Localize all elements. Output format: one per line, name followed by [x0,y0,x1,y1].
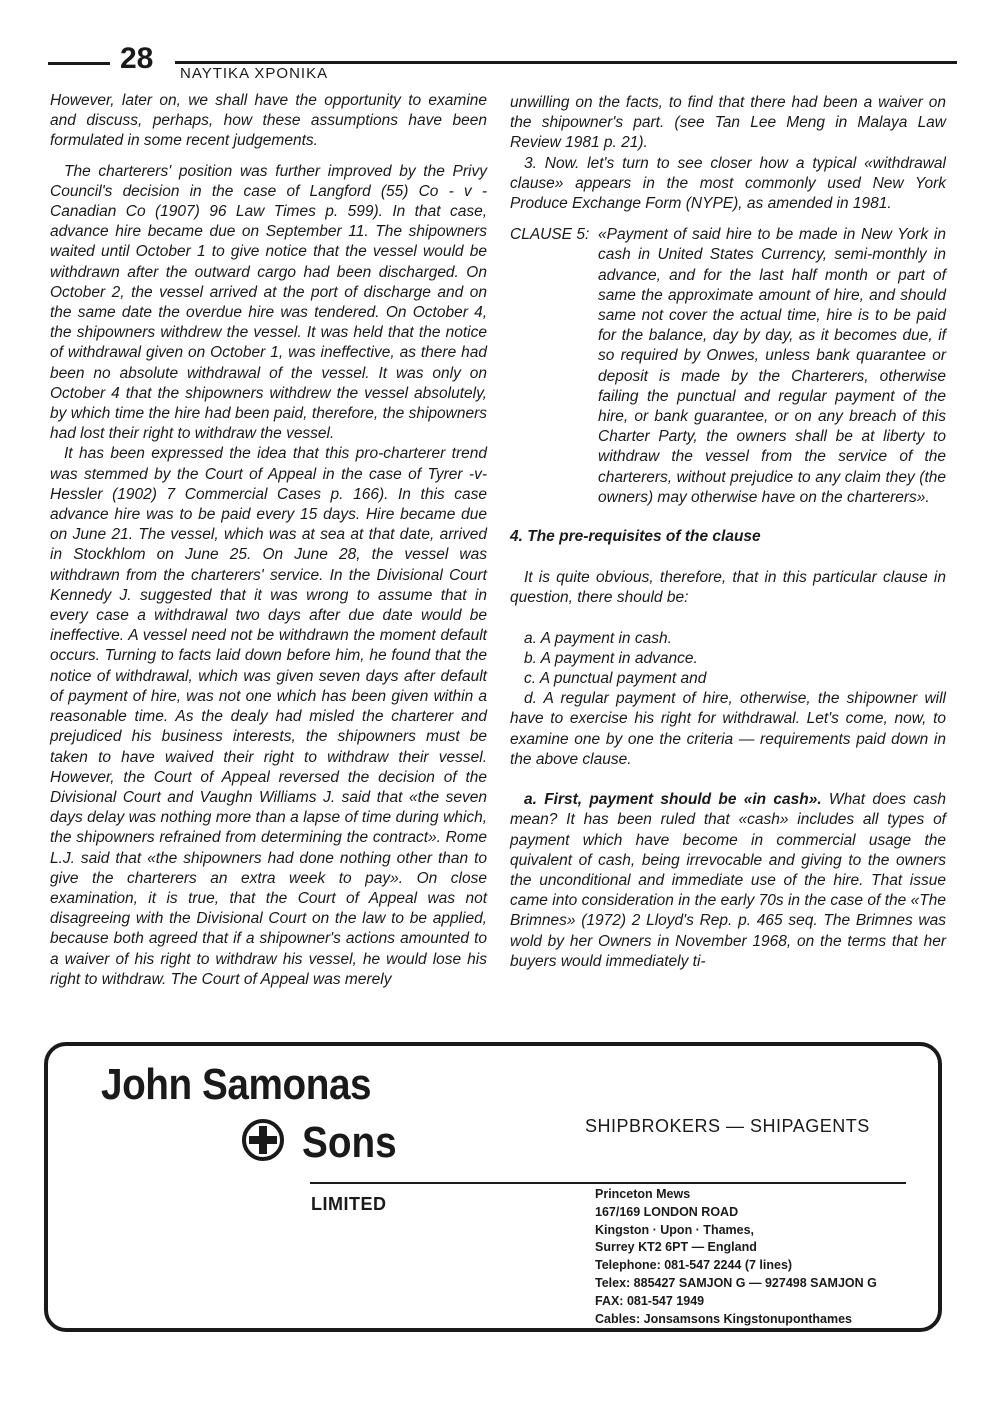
list-item-b: b. A payment in advance. [524,649,698,667]
left-paragraph-3: It has been expressed the idea that this pro-charterer trend was stemmed by the Court of Appeal in the case of Tyrer -v- Hessler (1902) 7 Commercial Cases p. 166). In this case advance hire was to be paid every 15 days. Hire became due on June 21. The vessel, which was at sea at that date, arrived in Stockhlom on June 25. On June 28, the vessel was withdrawn from the charterers' service. In the Divisional Court Kennedy J. suggested that it was wrong to assume that in every case a withdrawal two days after due date would be ineffective. A vessel need not be withdrawn the moment default occurs. Turning to facts laid down before him, he found that the notice of withdrawal, which was given seven days after default of payment of hire, was not one which has been given within a reasonable time. As the dealy had misled the charterer and prejudiced his business interests, the shipowners must be taken to have waived their right to withdraw their vessel. However, the Court of Appeal reversed the decision of the Divisional Court and Vaughn Williams J. said that «the seven days delay was nothing more than a lapse of time during which, the shipowners refrained from determining the contract». Rome L.J. said that «the shipowners had done nothing other than to give the charterers an extra week to pay». On close examination, it is true, that the Court of Appeal was not disagreeing with the Divisional Court on the law to be applied, because both agreed that if a shipowner's actions amounted to a waiver of his right to withdraw his vessel, he would lose his right to withdraw. The Court of Appeal was merely [50,445,487,988]
cross-icon [241,1118,285,1162]
clause-text: «Payment of said hire to be made in New York in cash in United States Currency, semi-monthly in advance, and for the last half month or part of same the approximate amount of hire, and should same not cover the actual time, hire is to be paid for the balance, day by day, as it becomes due, if so required by Onwes, unless bank quarantee or deposit is made by the Charterers, otherwise failing the punctual and regular payment of the hire, or bank guarantee, or on any breach of this Charter Party, the owners shall be at liberty to withdraw the vessel from the service of the charterers, without prejudice to any claim they (the owners) may otherwise have on the charterers». [598,226,946,506]
right-paragraph-2: 3. Now. let's turn to see closer how a typical «withdrawal clause» appears in the most commonly used New York Produce Exchange Form (NYPE), as amended in 1981. [510,154,946,213]
left-column [50,91,487,990]
company-name: John Samonas [101,1060,372,1109]
address-line: 167/169 LONDON ROAD [595,1204,739,1219]
cash-text: What does cash mean? It has been ruled that «cash» includes all types of payment which have become in commercial usage the quivalent of cash, being irrevocable and giving to the owners the unconditional and immediate use of the hire. That issue came into consideration in the early 70s in the case of the «The Brimnes» (1972) 2 Lloyd's Rep. p. 465 seq. The Brimnes was wold by her Owners in November 1968, on the terms that her buyers would immediately ti- [510,791,946,970]
telephone-line: Telephone: 081-547 2244 (7 lines) [595,1258,793,1273]
ad-divider [310,1182,906,1184]
right-paragraph-1: unwilling on the facts, to find that there had been a waiver on the shipowner's part. (see Tan Lee Meng in Malaya Law Review 1981 p. 21). [510,94,946,152]
right-paragraph-3: It is quite obvious, therefore, that in this particular clause in question, there should be: [510,569,946,607]
list-item-d: d. A regular payment of hire, otherwise, the shipowner will have to exercise his right for withdrawal. Let's come, now, to examine one by one the criteria — requirements paid down in the above clause. [510,690,946,768]
address-line: Surrey KT2 6PT — England [595,1240,757,1255]
company-sons: Sons [302,1118,397,1167]
services-text: SHIPBROKERS — SHIPAGENTS [585,1116,870,1136]
address-line: Kingston · Upon · Thames, [595,1222,755,1237]
right-paragraph-4 [510,790,946,972]
list-item-c: c. A punctual payment and [524,670,707,688]
header-rule-right [175,61,957,64]
clause-label: CLAUSE 5: [510,226,590,244]
section-heading: 4. The pre-requisites of the clause [510,528,761,546]
cash-heading: a. First, payment should be «in cash». [524,791,822,809]
fax-line: FAX: 081-547 1949 [595,1293,705,1308]
left-paragraph-2: The charterers' position was further improved by the Privy Council's decision in the case of Langford (55) Co - v - Canadian Co (1907) 96 Law Times p. 599). In that case, advance hire became due on September 11. The shipowners waited until October 1 to give notice that the vessel would be withdrawn after the outward cargo had been discharged. On October 2, the vessel arrived at the port of discharge and on the same date the overdue hire was tendered. On October 4, the shipowners withdrew the vessel. It was held that the notice of withdrawal given on October 1, was ineffective, as there had been no absolute withdrawal of the vessel. It was only on October 4 that the shipowners withdrew the vessel absolutely, by which time the hire had been paid, therefore, the shipowners had lost their right to withdraw the vessel. [50,162,487,443]
page-number: 28 [120,42,154,75]
clause-block [510,225,946,508]
left-paragraph-1: However, later on, we shall have the opportunity to examine and discuss, perhaps, how these assumptions have been formulated in some recent judgements. [50,92,487,150]
address-line: Princeton Mews [595,1187,691,1201]
header-rule-left [48,62,110,65]
telex-line: Telex: 885427 SAMJON G — 927498 SAMJON G [595,1275,877,1290]
cables-line: Cables: Jonsamsons Kingstonuponthames [595,1311,852,1326]
advertisement-box [44,1042,942,1332]
publication-title: ΝΑΥΤΙΚΑ ΧΡΟΝΙΚΑ [180,65,329,82]
list-item-a: a. A payment in cash. [524,629,672,647]
address-block [595,1186,877,1328]
limited-text: LIMITED [311,1194,387,1214]
right-column [510,93,946,972]
